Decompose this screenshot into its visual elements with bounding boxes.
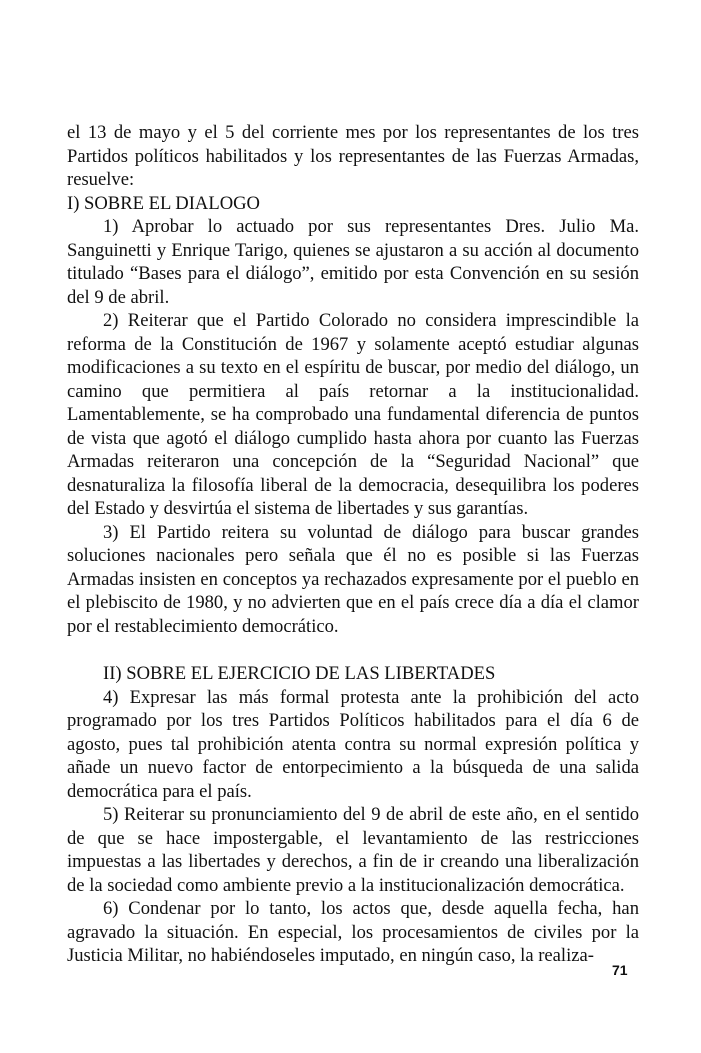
section-1-heading: I) SOBRE EL DIALOGO (67, 192, 260, 214)
page-number: 71 (612, 962, 628, 978)
intro-paragraph: el 13 de mayo y el 5 del corriente mes por los representantes de los tres Partidos políticos habilitados y los representantes de las Fuerzas Armadas, resuelve: (67, 122, 639, 190)
body-text (67, 121, 639, 968)
paragraph-1: 1) Aprobar lo actuado por sus representantes Dres. Julio Ma. Sanguinetti y Enrique Tarigo, quienes se ajustaron a su acción al documento titulado “Bases para el diálogo”, emitido por esta Convención en su sesión del 9 de abril. (67, 216, 639, 308)
paragraph-4: 4) Expresar las más formal protesta ante la prohibición del acto programado por los tres Partidos Políticos habilitados para el día 6 de agosto, pues tal prohibición atenta contra su normal expresión política y añade un nuevo factor de entorpecimiento a la búsqueda de una salida democrática para el país. (67, 686, 639, 802)
paragraph-5: 5) Reiterar su pronunciamiento del 9 de abril de este año, en el sentido de que se hace impostergable, el levantamiento de las restricciones impuestas a las libertades y derechos, a fin de ir creando una liberalización de la sociedad como ambiente previo a la institucionalización democrática. (67, 804, 639, 896)
section-2-heading: II) SOBRE EL EJERCICIO DE LAS LIBERTADES (103, 663, 496, 684)
paragraph-6: 6) Condenar por lo tanto, los actos que, desde aquella fecha, han agravado la situación. En especial, los procesamientos de civiles por la Justicia Militar, no habiéndoseles imputado, en ningún caso, la realiza- (67, 898, 639, 966)
section-gap (67, 638, 639, 662)
paragraph-2: 2) Reiterar que el Partido Colorado no considera imprescindible la reforma de la Constitución de 1967 y solamente aceptó estudiar algunas modificaciones a su texto en el espíritu de buscar, por medio del diálogo, un camino que permitiera al país retornar a la institucionalidad. Lamentablemente, se ha comprobado una fundamental diferencia de puntos de vista que agotó el diálogo cumplido hasta ahora por cuanto las Fuerzas Armadas reiteraron una concepción de la “Seguridad Nacional” que desnaturaliza la filosofía liberal de la democracia, desequilibra los poderes del Estado y desvirtúa el sistema de libertades y sus garantías. (67, 310, 639, 519)
paragraph-3: 3) El Partido reitera su voluntad de diálogo para buscar grandes soluciones nacionales pero señala que él no es posible si las Fuerzas Armadas insisten en conceptos ya rechazados expresamente por el pueblo en el plebiscito de 1980, y no advierten que en el país crece día a día el clamor por el restablecimiento democrático. (67, 521, 639, 637)
